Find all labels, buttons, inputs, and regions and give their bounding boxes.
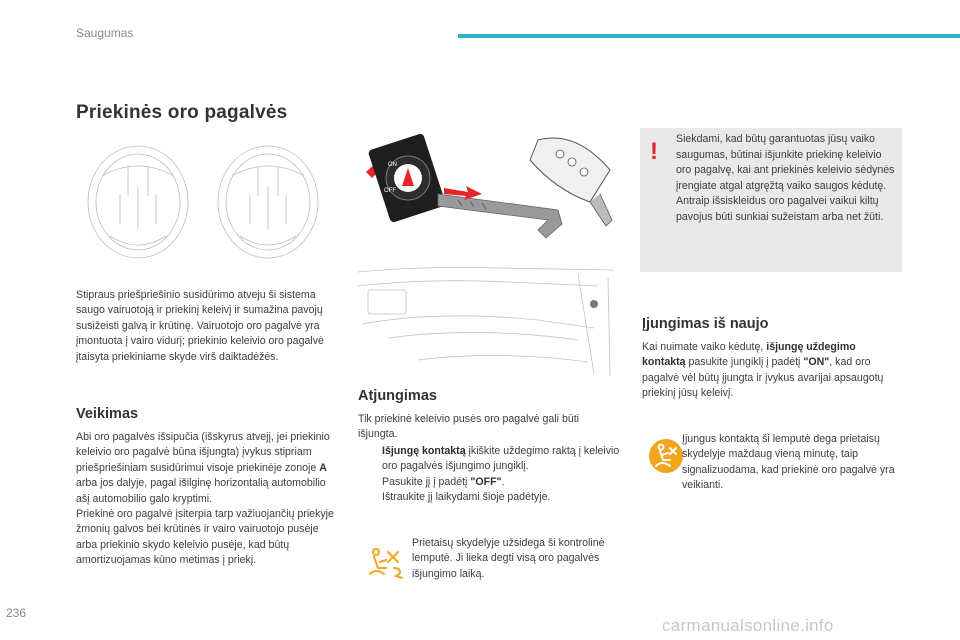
deactivation-intro: Tik priekinė keleivio pusės oro pagalvė gali būti išjungta.	[358, 413, 580, 441]
reactivation-paragraph	[642, 340, 902, 402]
step-1-bold: Išjungę kontaktą	[382, 445, 466, 457]
step-3-text: Ištraukite jį laikydami šioje padėtyje.	[382, 491, 551, 504]
reactivation-text-end: , kad oro pagalvė vėl būtų įjungta ir įvykus avarijai apsaugotų priekinį jūsų keleivį.	[642, 356, 884, 400]
heading-deactivation: Atjungimas	[358, 388, 437, 404]
step-1-text: įkiškite uždegimo raktą į keleivio oro pagalvės išjungimo jungiklį.	[382, 445, 620, 473]
operation-text-end: arba jos dalyje, pagal išilginę horizontalią automobilio ašį automobilio galo kryptimi.	[76, 477, 326, 505]
safety-warning-text: Siekdami, kad būtų garantuotas jūsų vaiko saugumas, būtinai išjunkite priekinę keleivio oro pagalvę, kai ant priekinės keleivio sėdynės įrengiate atgal atgręžtą vaiko saugos kėdutę. Antraip išsiskleidus oro pagalvei vaikui kiltų pavojus būti sunkiai sužeistam arba net žūti.	[676, 133, 895, 223]
deactivation-steps	[358, 444, 620, 506]
reactivation-bold-2: "ON"	[803, 356, 830, 369]
reactivation-text-start: Kai nuimate vaiko kėdutę,	[642, 341, 767, 353]
reactivation-text-mid: pasukite jungiklį į padėtį	[685, 356, 804, 369]
list-item	[358, 444, 620, 475]
step-2-end: .	[501, 475, 505, 488]
passenger-airbag-figure	[218, 146, 318, 258]
step-2-text: Pasukite jį į padėtį	[382, 475, 471, 488]
reactivation-bold-1: išjungę uždegimo kontaktą	[642, 341, 856, 369]
intro-paragraph: Stipraus priešpriešinio susidūrimo atveju ši sistema saugo vairuotoją ir priekinį keleivį ir sumažina pavojų susižeisti galvą ir krūtinę. Vairuotojo oro pagalvė yra įmontuota į vairo vidurį; priekinio keleivio oro pagalvė įtaisyta priekiniame skyde virš daiktadėžės.	[76, 289, 324, 363]
section-label: Saugumas	[76, 26, 134, 40]
step-2-bold: "OFF"	[470, 475, 502, 488]
switch-label-off: OFF	[384, 188, 396, 194]
deactivation-indicator-text: Prietaisų skydelyje užsidega ši kontrolinė lemputė. Ji lieka degti visą oro pagalvės išjungimo laiką.	[412, 537, 605, 580]
airbag-off-warning-icon	[366, 546, 404, 580]
warning-exclamation-icon: !	[650, 138, 658, 165]
zone-a-label: A	[319, 461, 327, 474]
header-accent-bar	[458, 34, 960, 38]
operation-paragraph	[76, 430, 334, 569]
airbag-deployment-illustration	[80, 136, 328, 262]
airbag-on-indicator-icon	[648, 438, 684, 474]
list-item	[358, 475, 620, 490]
page-title: Priekinės oro pagalvės	[76, 102, 288, 123]
list-item	[358, 490, 620, 505]
passenger-dashboard-illustration	[358, 264, 614, 382]
heading-operation: Veikimas	[76, 406, 139, 422]
reactivation-indicator-text: Įjungus kontaktą ši lemputė dega prietaisų skydelyje maždaug vieną minutę, taip signalizuodama, kad priekinė oro pagalvė yra veikianti.	[682, 433, 895, 492]
driver-airbag-figure	[88, 146, 188, 258]
operation-text-second: Priekinė oro pagalvė įsiterpia tarp važiuojančių priekyje žmonių galvos bei krūtinės ir vairo vairuotojo pusėje arba priekinio skydo keleivio pusėje, kad būtų amortizuojamas kūno metimas į priekį.	[76, 508, 334, 567]
switch-location-marker	[590, 300, 598, 308]
page-number: 236	[6, 606, 27, 620]
airbag-switch	[368, 133, 447, 223]
watermark: carmanualsonline.info	[662, 616, 834, 635]
operation-text-start: Abi oro pagalvės išsipučia (išskyrus atvejį, jei priekinio keleivio oro pagalvė būna išjungta) įvykus stipriam priešpriešiniam susidūrimui visoje priekinėje zonoje	[76, 431, 330, 474]
switch-label-on: ON	[388, 162, 397, 168]
heading-reactivation: Įjungimas iš naujo	[642, 316, 769, 332]
remote-key-fob-icon	[520, 130, 620, 230]
